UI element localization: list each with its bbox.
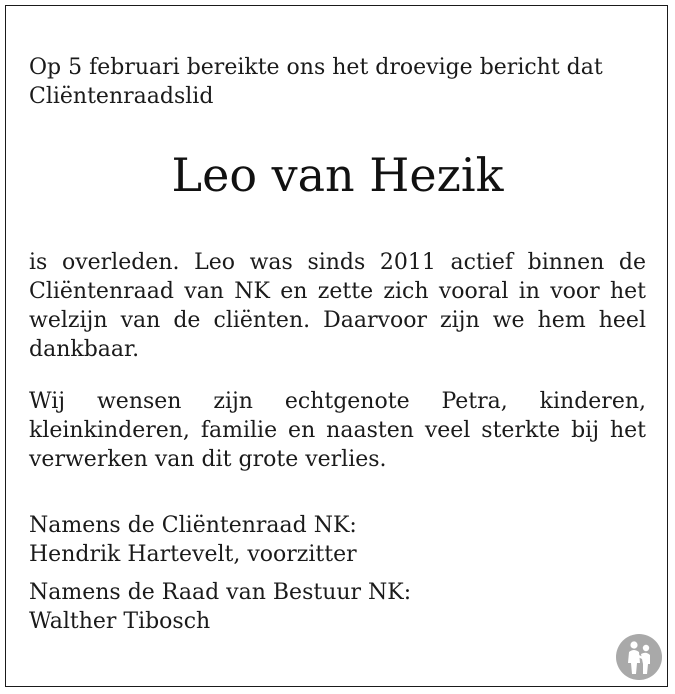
intro-text: [29, 53, 646, 111]
signature-board-name: Walther Tibosch: [29, 609, 211, 634]
signature-board-title: Namens de Raad van Bestuur NK:: [29, 580, 412, 605]
condolence-paragraph: Wij wensen zijn echtgenote Petra, kinderen, kleinkinderen, familie en naasten veel sterkte bij het verwerken van dit grote verlies.: [29, 389, 646, 472]
intro-line-2: Cliëntenraadslid: [29, 84, 214, 109]
signature-client-council: [29, 511, 646, 569]
signature-board: [29, 578, 646, 636]
mourning-figure-logo-icon: [615, 633, 663, 681]
announcement-paragraph: is overleden. Leo was sinds 2011 actief binnen de Cliëntenraad van NK en zette zich vooral in voor het welzijn van de cliënten. Daarvoor zijn we hem heel dankbaar.: [29, 250, 646, 362]
deceased-name: Leo van Hezik: [171, 148, 504, 202]
signature-client-council-name: Hendrik Hartevelt, voorzitter: [29, 542, 357, 567]
signature-client-council-title: Namens de Cliëntenraad NK:: [29, 513, 357, 538]
intro-line-1: Op 5 februari bereikte ons het droevige bericht dat: [29, 55, 603, 80]
